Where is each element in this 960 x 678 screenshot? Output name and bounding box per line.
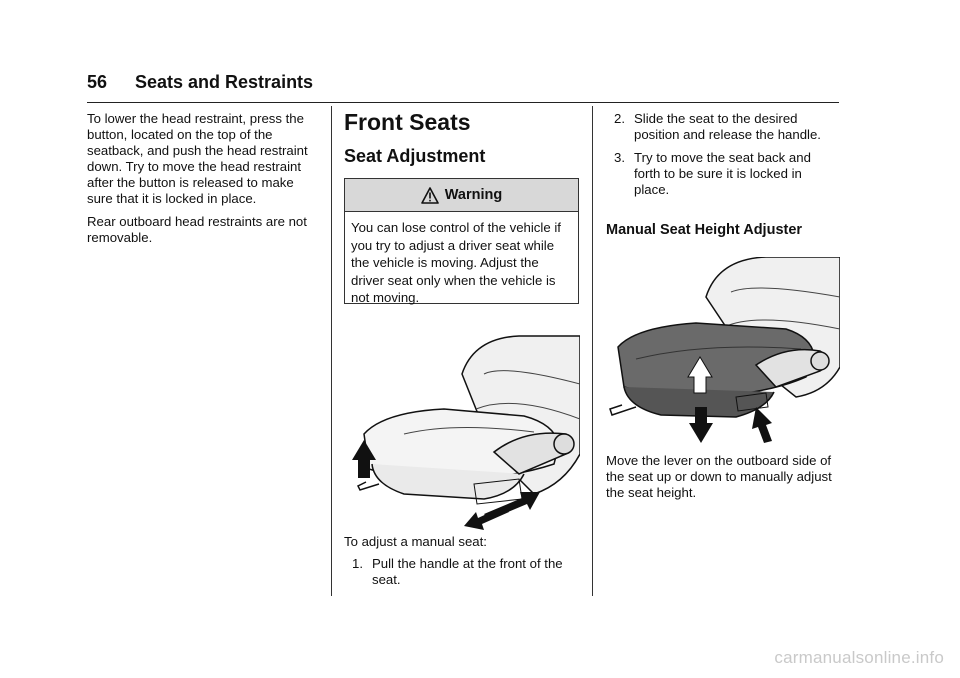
warning-icon xyxy=(421,187,439,204)
warning-box xyxy=(344,178,579,304)
height-adjuster-description: Move the lever on the outboard side of the seat up or down to manually adjust the seat height. xyxy=(606,453,832,500)
section-title: Seats and Restraints xyxy=(135,72,314,92)
paragraph-head-restraint: To lower the head restraint, press the button, located on the top of the seatback, and push the head restraint down. Try to move the head restraint after the button is released to make sure that it is locked in place. xyxy=(87,111,308,206)
watermark: carmanualsonline.info xyxy=(774,648,944,667)
page-number: 56 xyxy=(87,72,108,92)
warning-title: Warning xyxy=(444,187,503,203)
steps-list-continued xyxy=(614,111,840,205)
manual-seat-illustration xyxy=(344,334,580,530)
warning-text: You can lose control of the vehicle if you try to adjust a driver seat while the vehicle is moving. Adjust the driver seat only when the vehicle is not moving. xyxy=(351,220,561,305)
page-header xyxy=(87,72,839,103)
column-middle xyxy=(344,108,580,587)
column-left xyxy=(87,111,317,253)
list-item: 1. Pull the handle at the front of the seat. xyxy=(352,556,563,587)
steps-list xyxy=(352,556,580,595)
heading-front-seats: Front Seats xyxy=(344,109,471,135)
column-divider xyxy=(331,106,332,596)
heading-seat-adjustment: Seat Adjustment xyxy=(344,146,486,166)
list-item: 3. Try to move the seat back and forth to be sure it is locked in place. xyxy=(614,150,811,197)
paragraph-rear-restraints: Rear outboard head restraints are not removable. xyxy=(87,214,307,245)
heading-height-adjuster: Manual Seat Height Adjuster xyxy=(606,222,803,238)
caption-manual-seat: To adjust a manual seat: xyxy=(344,534,487,549)
seat-height-illustration xyxy=(606,257,840,447)
list-item: 2. Slide the seat to the desired position and release the handle. xyxy=(614,111,821,142)
column-divider xyxy=(592,106,593,596)
warning-header xyxy=(345,179,578,212)
